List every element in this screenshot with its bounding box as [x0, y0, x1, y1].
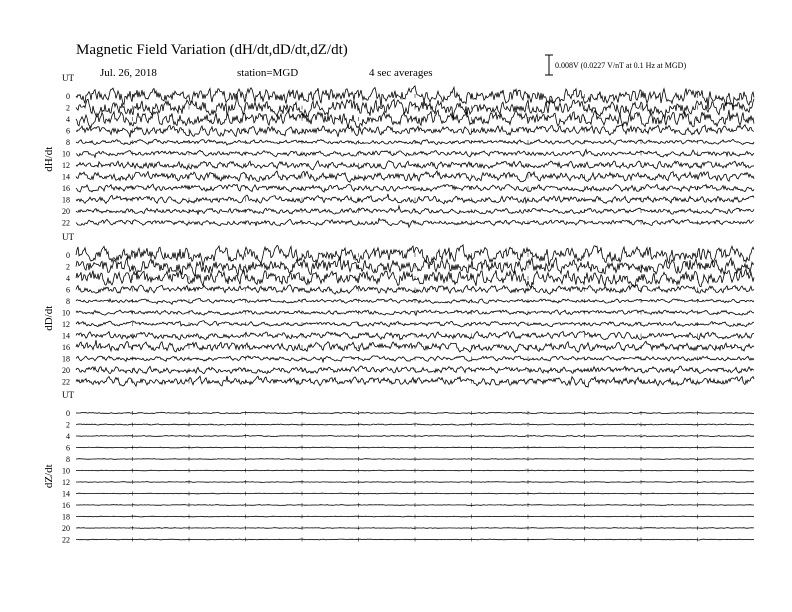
ut-axis-label: UT	[62, 73, 74, 83]
panel-ylabel: dZ/dt	[43, 464, 55, 489]
hour-tick-label: 12	[62, 320, 70, 329]
hour-tick-label: 18	[62, 195, 70, 205]
hour-tick-label: 16	[62, 343, 70, 352]
panel-1	[43, 232, 754, 387]
hour-tick-label: 0	[66, 409, 70, 418]
hour-tick-label: 2	[66, 262, 70, 272]
hour-tick-label: 6	[66, 443, 70, 453]
hour-tick-label: 10	[62, 466, 70, 476]
averaging-label: 4 sec averages	[369, 67, 433, 79]
hour-tick-label: 14	[62, 489, 70, 499]
station-label: station=MGD	[237, 67, 299, 79]
hour-tick-label: 4	[66, 115, 70, 124]
hour-tick-label: 20	[62, 524, 70, 533]
hour-tick-label: 10	[62, 308, 70, 318]
hour-tick-label: 20	[62, 366, 70, 375]
panel-0	[43, 73, 754, 228]
hour-tick-label: 2	[66, 103, 70, 113]
hour-tick-label: 4	[66, 274, 70, 283]
date-label: Jul. 26, 2018	[100, 67, 157, 79]
ut-axis-label: UT	[62, 232, 74, 242]
hour-tick-label: 18	[62, 354, 70, 364]
panel-ylabel: dD/dt	[43, 305, 55, 331]
hour-tick-label: 6	[66, 285, 70, 295]
hour-tick-label: 20	[62, 207, 70, 216]
hour-tick-label: 14	[62, 172, 70, 182]
hour-tick-label: 8	[66, 455, 70, 464]
hour-tick-label: 16	[62, 184, 70, 193]
hour-tick-label: 8	[66, 297, 70, 306]
hour-tick-label: 22	[62, 535, 70, 545]
scale-bar-label: 0.008V (0.0227 V/nT at 0.1 Hz at MGD)	[555, 61, 687, 70]
scale-bar	[545, 55, 553, 75]
hour-tick-label: 2	[66, 420, 70, 430]
hour-tick-label: 14	[62, 331, 70, 341]
chart-title: Magnetic Field Variation (dH/dt,dD/dt,dZ/dt)	[76, 42, 348, 58]
hour-tick-label: 16	[62, 501, 70, 510]
hour-tick-label: 0	[66, 92, 70, 101]
ut-axis-label: UT	[62, 390, 74, 400]
hour-tick-label: 4	[66, 432, 70, 441]
hour-tick-label: 18	[62, 512, 70, 522]
hour-tick-label: 22	[62, 377, 70, 387]
panel-ylabel: dH/dt	[43, 146, 55, 172]
hour-tick-label: 22	[62, 218, 70, 228]
hour-tick-label: 12	[62, 478, 70, 487]
hour-tick-label: 12	[62, 161, 70, 170]
panel-2	[43, 390, 754, 545]
hour-tick-label: 6	[66, 126, 70, 136]
hour-tick-label: 0	[66, 251, 70, 260]
hour-tick-label: 8	[66, 138, 70, 147]
hour-tick-label: 10	[62, 149, 70, 159]
